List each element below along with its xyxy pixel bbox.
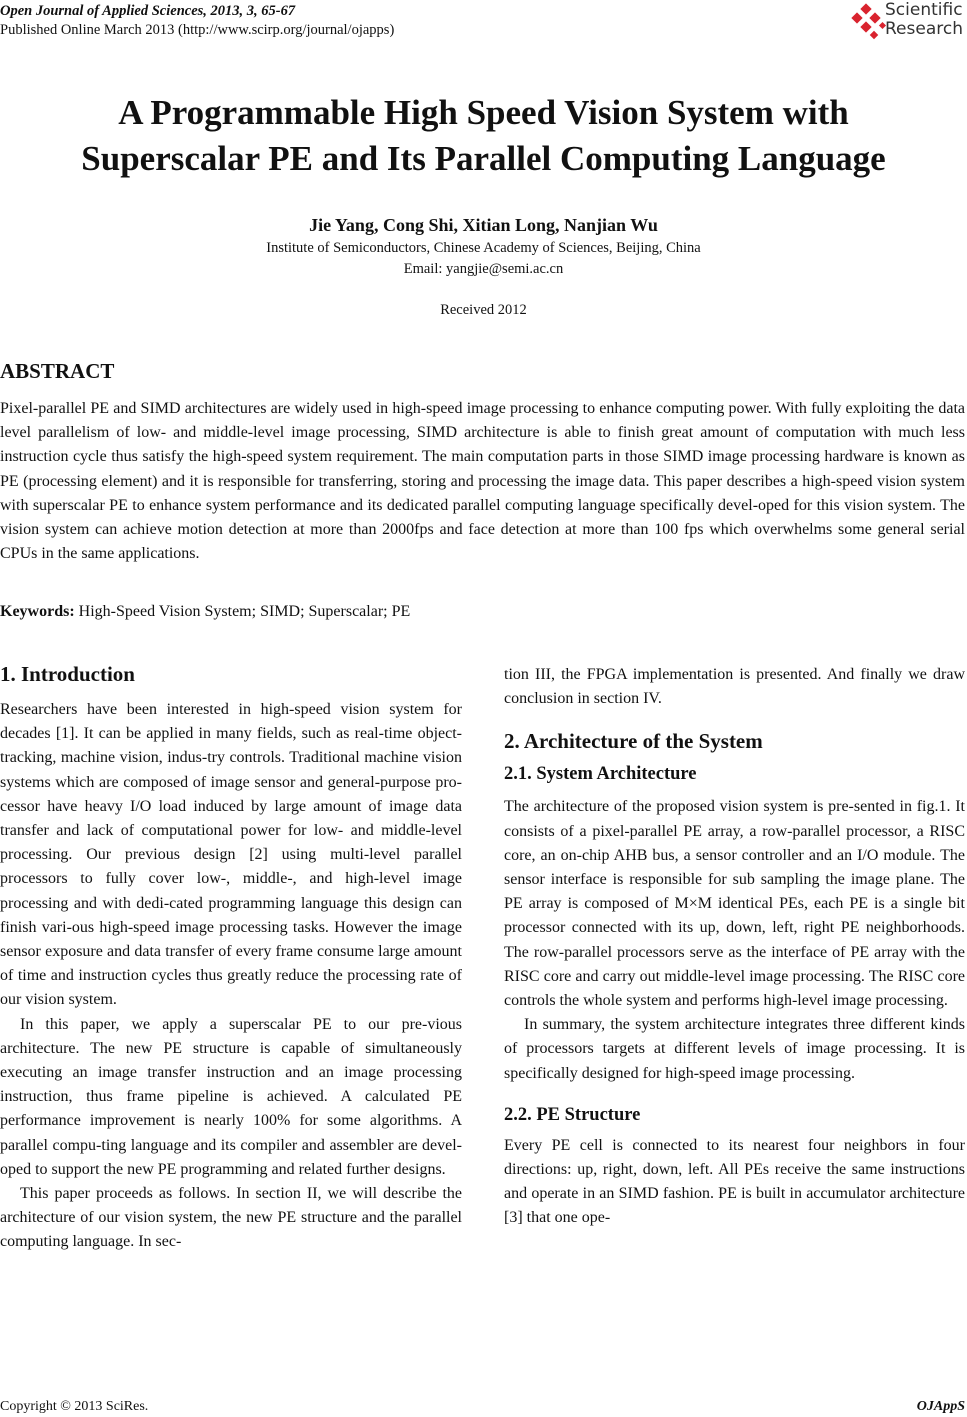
- system-architecture-paragraph-1: The architecture of the proposed vision system is pre-sented in fig.1. It consists of a pixel-parallel PE array, a row-parallel processor, a RISC core, an on-chip AHB bus, a sensor controller and an I/O module. The sensor interface is responsible for sub sampling the image plane. The PE array is composed of M×M identical PEs, each PE is a single bit processor connected with its up, down, left, right PE neighborhoods. The row-parallel processors serve as the interface of PE array with the RISC core and carry out middle-level image processing. The RISC core controls the whole system and performs high-level image processing.: [504, 798, 965, 1010]
- footer-journal-abbrev: OJAppS: [916, 1399, 965, 1414]
- right-column: [504, 663, 965, 1231]
- logo-wordmark: [885, 1, 963, 39]
- publisher-logo: [847, 0, 967, 44]
- intro-paragraph-3-continued: tion III, the FPGA implementation is presented. And finally we draw conclusion in section IV.: [504, 666, 965, 708]
- journal-name: Open Journal of Applied Sciences: [0, 3, 204, 19]
- footer-copyright: Copyright © 2013 SciRes.: [0, 1399, 149, 1414]
- section-heading-architecture: 2. Architecture of the System: [504, 729, 763, 754]
- scientific-research-logo-icon: [847, 3, 887, 43]
- logo-line-2: Research: [885, 19, 963, 39]
- journal-issue: , 2013, 3, 65-67: [203, 3, 296, 19]
- subsection-heading-pe-structure: 2.2. PE Structure: [504, 1104, 641, 1125]
- section-heading-introduction: 1. Introduction: [0, 662, 135, 686]
- intro-paragraph-3: This paper proceeds as follows. In section II, we will describe the architecture of our vision system, the new PE structure and the parallel computing language. In sec-: [0, 1185, 462, 1251]
- intro-paragraph-2: In this paper, we apply a superscalar PE to our pre-vious architecture. The new PE structure is capable of simultaneously executing an image transfer instruction and an image processing instruction, thus frame pipeline is achieved. A calculated PE performance improvement is nearly 100% for some algorithms. A parallel compu-ting language and its compiler and assembler are devel-oped to support the new PE programming and related further designs.: [0, 1015, 462, 1178]
- left-column: [0, 660, 462, 1255]
- abstract-text: Pixel-parallel PE and SIMD architectures are widely used in high-speed image processing to enhance computing power. With fully exploiting the data level parallelism of low- and middle-level image processing, SIMD architecture is able to finish great amount of computation with much less instruction cycle thus satisfy the high-speed system requirement. The main computation parts in those SIMD image processing hardware is known as PE (processing element) and it is responsible for transferring, storing and processing the image data. This paper describes a high-speed vision system with superscalar PE to enhance system performance and its dedicated parallel computing language specifically devel-oped for this vision system. The vision system can achieve motion detection at more than 2000fps and face detection at more than 100 fps which overwhelms some general serial CPUs in the same applications.: [0, 400, 965, 563]
- journal-citation: [0, 2, 394, 21]
- logo-line-1: Scientific: [885, 0, 963, 20]
- author-email: Email: yangjie@semi.ac.cn: [403, 261, 564, 277]
- published-online-line: Published Online March 2013 (http://www.scirp.org/journal/ojapps): [0, 22, 395, 38]
- title-line-1: A Programmable High Speed Vision System with: [118, 93, 849, 132]
- keywords-text: High-Speed Vision System; SIMD; Superscalar; PE: [74, 603, 411, 620]
- paper-title: [0, 90, 967, 182]
- received-date: Received 2012: [440, 302, 527, 318]
- keywords: [0, 603, 410, 621]
- keywords-label: Keywords:: [0, 603, 75, 620]
- affiliation: Institute of Semiconductors, Chinese Academy of Sciences, Beijing, China: [266, 240, 701, 256]
- intro-paragraph-1: Researchers have been interested in high-speed vision system for decades [1]. It can be applied in many fields, such as real-time object-tracking, machine vision, indus-try controls. Traditional machine vision systems which are composed of image sensor and general-purpose pro-cessor have heavy I/O load induced by large amount of image data transfer and lack of computational power for low- and middle-level processing. Our previous design [2] using multi-level parallel processors to fully cover low-, middle-, and high-level image processing and with dedi-cated programming language this design can finish vari-ous high-speed image processing tasks. However the image sensor exposure and data transfer of every frame consume large amount of time and instruction cycles thus greatly reduce the processing rate of our vision system.: [0, 701, 462, 1009]
- authors: Jie Yang, Cong Shi, Xitian Long, Nanjian Wu: [309, 215, 658, 235]
- title-line-2: Superscalar PE and Its Parallel Computing Language: [81, 139, 886, 178]
- pe-structure-paragraph-1: Every PE cell is connected to its nearest four neighbors in four directions: up, right, down, left. All PEs receive the same instructions and operate in an SIMD fashion. PE is built in accumulator architecture [3] that one ope-: [504, 1136, 965, 1227]
- subsection-heading-system-architecture: 2.1. System Architecture: [504, 764, 697, 785]
- abstract-heading: ABSTRACT: [0, 359, 115, 383]
- journal-header: [0, 2, 394, 40]
- system-architecture-paragraph-2: In summary, the system architecture integrates three different kinds of processors targets at different levels of image processing. It is specifically designed for high-speed image processing.: [504, 1016, 965, 1082]
